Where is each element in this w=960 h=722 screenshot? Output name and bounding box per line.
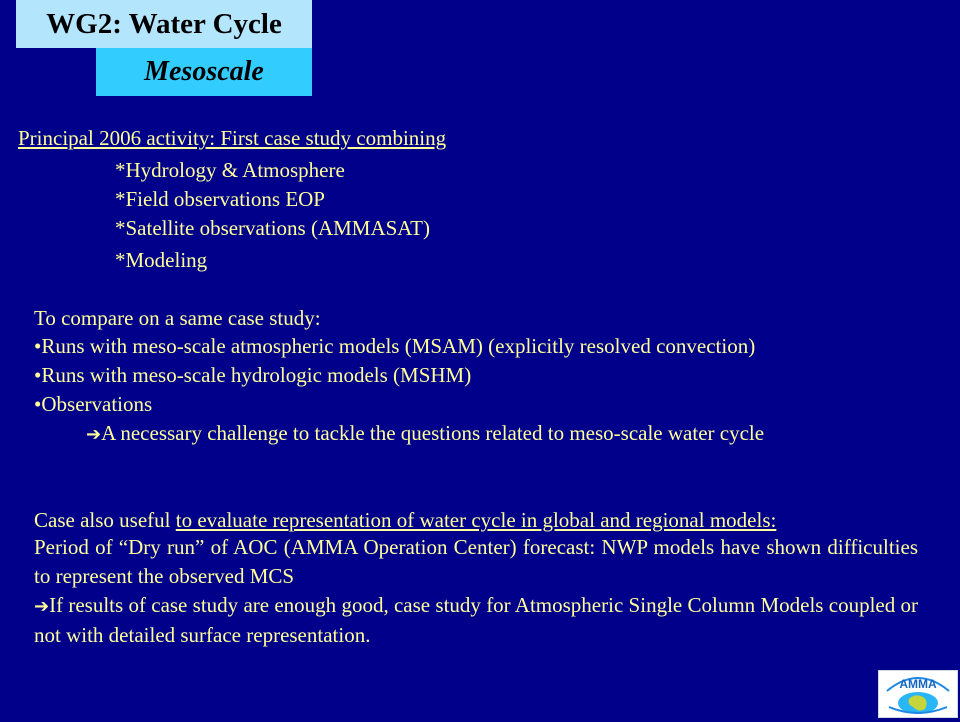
slide-title: WG2: Water Cycle (16, 0, 312, 48)
case-lead (34, 508, 776, 532)
slide-subtitle: Mesoscale (96, 48, 312, 96)
compare-conclusion (86, 421, 764, 447)
case-paragraph-1: Period of “Dry run” of AOC (AMMA Operation Center) forecast: NWP models have shown difficulties to represent the observed MCS (34, 535, 918, 588)
right-arrow-icon: ➔ (34, 596, 50, 617)
principal-item: *Satellite observations (AMMASAT) (115, 216, 430, 240)
compare-arrow-text: A necessary challenge to tackle the questions related to meso-scale water cycle (101, 421, 765, 445)
principal-item: *Field observations EOP (115, 187, 325, 211)
principal-item: *Hydrology & Atmosphere (115, 158, 345, 182)
compare-bullet: •Runs with meso-scale hydrologic models (MSHM) (34, 363, 472, 387)
principal-item: *Modeling (115, 248, 208, 272)
case-lead-text: Case also useful (34, 508, 176, 532)
case-paragraph-2-text: If results of case study are enough good, case study for Atmospheric Single Column Models coupled or not with detailed surface representation. (34, 593, 918, 647)
logo-text: AMMA (899, 677, 937, 691)
compare-heading: To compare on a same case study: (34, 306, 321, 330)
principal-heading: Principal 2006 activity: First case study combining (18, 126, 447, 150)
amma-logo-icon (878, 670, 958, 718)
case-lead-underlined: to evaluate representation of water cycle in global and regional models: (175, 508, 777, 532)
amma-logo-graphic (879, 671, 957, 717)
case-paragraph-2 (34, 591, 918, 650)
right-arrow-icon: ➔ (86, 424, 102, 445)
compare-bullet: •Runs with meso-scale atmospheric models (MSAM) (explicitly resolved convection) (34, 334, 756, 358)
compare-bullet: •Observations (34, 392, 153, 416)
